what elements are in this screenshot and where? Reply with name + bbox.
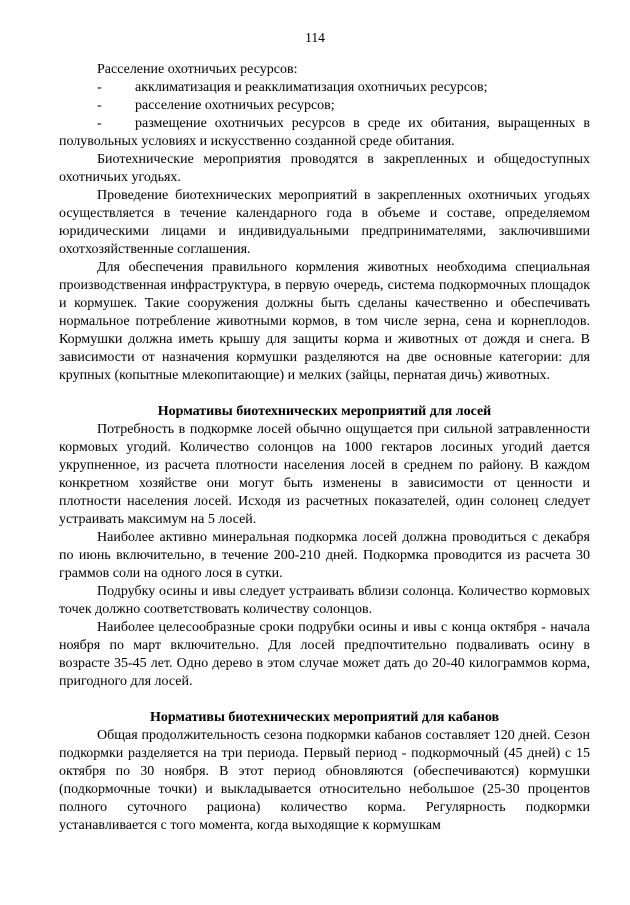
list-item-text: акклиматизация и реакклиматизация охотничьих ресурсов;: [135, 80, 488, 95]
paragraph-biotechnical-territories: Биотехнические мероприятия проводятся в закрепленных и общедоступных охотничьих угодьях.: [59, 152, 590, 185]
list-item-acclimatization: [59, 79, 590, 97]
section-heading-boar: Нормативы биотехнических мероприятий для кабанов: [149, 710, 500, 725]
paragraph-moose-timing: Наиболее целесообразные сроки подрубки осины и ивы с конца октября - начала ноября по март включительно. Для лосей предпочтительно подваливать осину в возрасте 35-45 лет. Одно дерево в этом случае может дать до 20-40 килограммов корма, пригодного для лосей.: [59, 620, 590, 689]
section-spacer: [59, 385, 590, 403]
dash-marker: -: [97, 80, 102, 95]
document-body: [59, 61, 590, 835]
section-heading-moose: Нормативы биотехнических мероприятий для лосей: [157, 404, 492, 419]
list-item-resettlement: [59, 97, 590, 115]
list-item-text: размещение охотничьих ресурсов в среде их обитания, выращенных в полувольных условиях и искусственно созданной среде обитания.: [59, 116, 590, 149]
paragraph-feeding-infrastructure: Для обеспечения правильного кормления животных необходима специальная производственная инфраструктура, в первую очередь, система подкормочных площадок и кормушек. Такие сооружения должны быть сделаны качественно и обеспечивать нормальное потребление животными кормов, в том числе зерна, сена и корнеплодов. Кормушки должна иметь крышу для защиты корма и животных от дождя и снега. В зависимости от назначения кормушки разделяются на две основные категории: для крупных (копытные млекопитающие) и мелких (зайцы, пернатая дичь) животных.: [59, 260, 590, 383]
paragraph-moose-cutting: Подрубку осины и ивы следует устраивать вблизи солонца. Количество кормовых точек должно соответствовать количеству солонцов.: [59, 584, 590, 617]
section-spacer: [59, 691, 590, 709]
paragraph-boar-season: Общая продолжительность сезона подкормки кабанов составляет 120 дней. Сезон подкормки разделяется на три периода. Первый период - подкормочный (45 дней) с 15 октября по 30 ноября. В этот период обновляются (обеспечиваются) кормушки (подкормочные точки) и выкладывается относительно небольшое (25-30 процентов полного суточного рациона) количество корма. Регулярность подкормки устанавливается с того момента, когда выходящие к кормушкам: [59, 728, 590, 833]
paragraph-moose-mineral: Наиболее активно минеральная подкормка лосей должна проводиться с декабря по июнь включительно, в течение 200-210 дней. Подкормка проводится из расчета 30 граммов соли на одного лося в сутки.: [59, 530, 590, 581]
list-item-text: расселение охотничьих ресурсов;: [135, 98, 335, 113]
paragraph-biotechnical-conduct: Проведение биотехнических мероприятий в закрепленных охотничьих угодьях осуществляется в течение календарного года в объеме и составе, определяемом юридическими лицами и индивидуальными предпринимателями, заключившими охотхозяйственные соглашения.: [59, 188, 590, 257]
paragraph-moose-need: Потребность в подкормке лосей обычно ощущается при сильной затравленности кормовых угодий. Количество солонцов на 1000 гектаров лосиных угодий дается укрупненное, из расчета плотности населения лосей в среднем по району. В каждом конкретном хозяйстве они могут быть изменены в зависимости от ценности и плотности населения лосей. Исходя из расчетных показателей, один солонец следует устраивать максимум на 5 лосей.: [59, 422, 590, 527]
dash-marker: -: [97, 98, 102, 113]
paragraph-resettlement-intro: Расселение охотничьих ресурсов:: [97, 62, 298, 77]
page-number: 114: [305, 30, 325, 45]
list-item-placement: [59, 115, 590, 151]
dash-marker: -: [97, 116, 102, 131]
